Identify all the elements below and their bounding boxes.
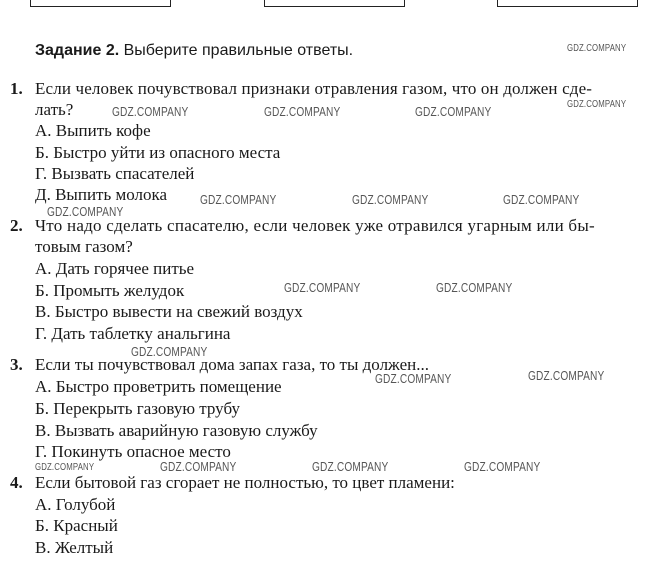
watermark: GDZ.COMPANY <box>567 43 627 54</box>
question-4-number: 4. <box>10 473 23 492</box>
watermark: GDZ.COMPANY <box>35 462 95 473</box>
question-2-text-line-1: Что надо сделать спасателю, если человек уже отравился угарным или бы- <box>35 216 595 235</box>
question-1-answer-d: Д. Выпить молока <box>35 185 168 204</box>
question-3-answer-b: Б. Перекрыть газовую трубу <box>35 399 240 418</box>
watermark: GDZ.COMPANY <box>503 192 580 207</box>
question-1-answer-a: А. Выпить кофе <box>35 121 151 140</box>
watermark: GDZ.COMPANY <box>352 192 429 207</box>
watermark: GDZ.COMPANY <box>312 459 389 474</box>
watermark: GDZ.COMPANY <box>528 368 605 383</box>
answer-box-1 <box>30 0 171 7</box>
question-2-answer-g: Г. Дать таблетку анальгина <box>35 324 231 343</box>
task-instruction: Выберите правильные ответы. <box>119 42 354 59</box>
question-2-answer-v: В. Быстро вывести на свежий воздух <box>35 302 303 321</box>
watermark: GDZ.COMPANY <box>436 280 513 295</box>
question-3-number: 3. <box>10 355 23 374</box>
watermark: GDZ.COMPANY <box>567 99 627 110</box>
watermark: GDZ.COMPANY <box>112 104 189 119</box>
watermark: GDZ.COMPANY <box>284 280 361 295</box>
answer-box-3 <box>497 0 638 7</box>
watermark: GDZ.COMPANY <box>264 104 341 119</box>
question-4-text-line-1: Если бытовой газ сгорает не полностью, то цвет пламени: <box>35 473 455 492</box>
question-1-number: 1. <box>10 79 23 98</box>
watermark: GDZ.COMPANY <box>464 459 541 474</box>
question-1-answer-b: Б. Быстро уйти из опасного места <box>35 143 281 162</box>
question-1-answer-g: Г. Вызвать спасателей <box>35 164 195 183</box>
task-title <box>35 42 353 60</box>
answer-box-2 <box>264 0 405 7</box>
question-4-answer-v: В. Желтый <box>35 538 114 557</box>
question-4-answer-b: Б. Красный <box>35 516 118 535</box>
question-2-number: 2. <box>10 216 23 235</box>
question-2-answer-a: А. Дать горячее питье <box>35 259 195 278</box>
question-1-text-line-1: Если человек почувствовал признаки отравления газом, что он должен сде- <box>35 79 593 98</box>
question-4-answer-a: А. Голубой <box>35 495 116 514</box>
question-2-text-line-2: товым газом? <box>35 237 133 256</box>
question-1-text-line-2: лать? <box>35 100 74 119</box>
watermark: GDZ.COMPANY <box>131 344 208 359</box>
watermark: GDZ.COMPANY <box>200 192 277 207</box>
watermark: GDZ.COMPANY <box>415 104 492 119</box>
watermark: GDZ.COMPANY <box>160 459 237 474</box>
question-3-text-line-1: Если ты почувствовал дома запах газа, то ты должен... <box>35 355 429 374</box>
question-3-answer-a: А. Быстро проветрить помещение <box>35 377 282 396</box>
watermark: GDZ.COMPANY <box>375 371 452 386</box>
task-label: Задание 2. <box>35 42 120 59</box>
question-3-answer-g: Г. Покинуть опасное место <box>35 442 231 461</box>
question-2-answer-b: Б. Промыть желудок <box>35 281 185 300</box>
watermark: GDZ.COMPANY <box>47 204 124 219</box>
question-3-answer-v: В. Вызвать аварийную газовую службу <box>35 421 318 440</box>
